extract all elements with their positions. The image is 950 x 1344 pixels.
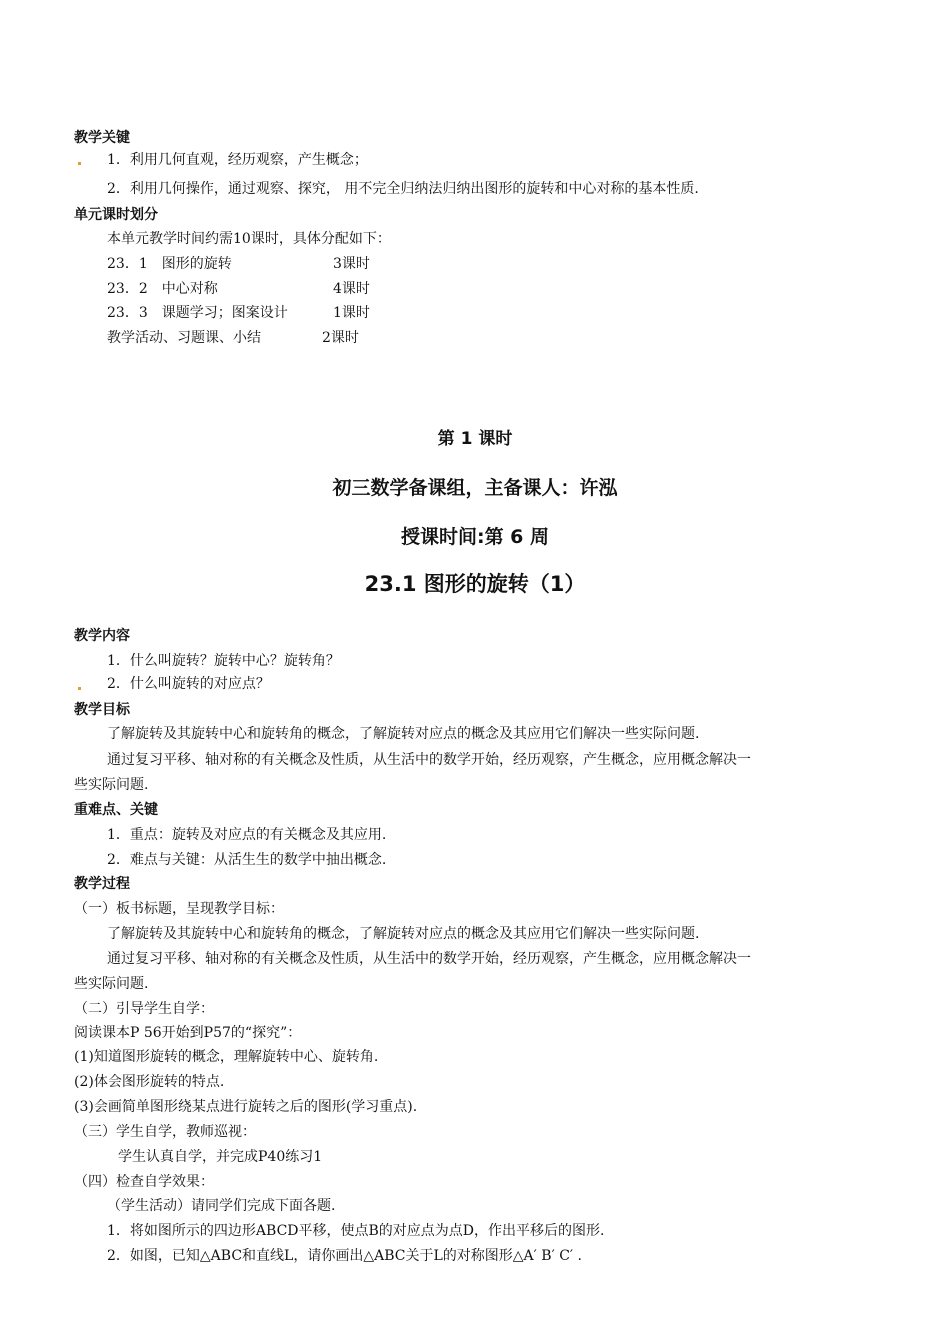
schedule-intro: 本单元教学时间约需10课时，具体分配如下： bbox=[107, 231, 391, 247]
process-step-heading: （三）学生自学，教师巡视： bbox=[74, 1124, 256, 1140]
process-paragraph: 了解旋转及其旋转中心和旋转角的概念，了解旋转对应点的概念及其应用它们解决一些实际问题. bbox=[107, 926, 700, 942]
topic-title: 23.1 图形的旋转（1） bbox=[364, 572, 586, 596]
section-heading-content: 教学内容 bbox=[74, 628, 130, 644]
process-list-item: (2)体会图形旋转的特点. bbox=[74, 1074, 225, 1090]
section-heading-difficulties: 重难点、关键 bbox=[74, 802, 158, 818]
process-paragraph: （学生活动）请同学们完成下面各题. bbox=[107, 1198, 336, 1214]
difficulty-item: 1．重点：旋转及对应点的有关概念及其应用. bbox=[107, 827, 387, 843]
schedule-row-hours: 4课时 bbox=[333, 281, 370, 297]
bullet-marker bbox=[78, 687, 81, 690]
goals-paragraph-continued: 些实际问题. bbox=[74, 777, 149, 793]
difficulty-item: 2．难点与关键：从活生生的数学中抽出概念. bbox=[107, 852, 387, 868]
process-step-heading: （二）引导学生自学： bbox=[74, 1001, 214, 1017]
content-item: 2．什么叫旋转的对应点？ bbox=[107, 676, 270, 692]
process-list-item: (1)知道图形旋转的概念，理解旋转中心、旋转角. bbox=[74, 1049, 379, 1065]
group-title: 初三数学备课组，主备课人：许泓 bbox=[332, 477, 618, 499]
section-heading-key-points: 教学关键 bbox=[74, 130, 130, 146]
schedule-row-hours: 2课时 bbox=[322, 330, 359, 346]
section-heading-process: 教学过程 bbox=[74, 876, 130, 892]
process-paragraph: 学生认真自学，并完成P40练习1 bbox=[118, 1149, 323, 1165]
goals-paragraph: 了解旋转及其旋转中心和旋转角的概念，了解旋转对应点的概念及其应用它们解决一些实际问题. bbox=[107, 726, 700, 742]
bullet-marker bbox=[78, 162, 81, 165]
schedule-row-name: 教学活动、习题课、小结 bbox=[107, 330, 261, 346]
process-paragraph: 通过复习平移、轴对称的有关概念及性质，从生活中的数学开始，经历观察，产生概念，应用概念解决一 bbox=[107, 951, 751, 967]
schedule-row-name: 23．1 图形的旋转 bbox=[107, 256, 232, 272]
content-item: 1．什么叫旋转？旋转中心？旋转角？ bbox=[107, 653, 340, 669]
process-step-heading: （一）板书标题，呈现教学目标： bbox=[74, 901, 284, 917]
schedule-row-name: 23．3 课题学习；图案设计 bbox=[107, 305, 288, 321]
goals-paragraph: 通过复习平移、轴对称的有关概念及性质，从生活中的数学开始，经历观察，产生概念，应用概念解决一 bbox=[107, 752, 751, 768]
key-point-item: 2．利用几何操作，通过观察、探究， 用不完全归纳法归纳出图形的旋转和中心对称的基本性质. bbox=[107, 181, 699, 197]
key-point-item: 1．利用几何直观，经历观察，产生概念； bbox=[107, 152, 368, 168]
time-title: 授课时间:第 6 周 bbox=[400, 526, 550, 548]
process-paragraph-continued: 些实际问题. bbox=[74, 976, 149, 992]
section-heading-schedule: 单元课时划分 bbox=[74, 207, 158, 223]
exercise-item: 1．将如图所示的四边形ABCD平移，使点B的对应点为点D，作出平移后的图形. bbox=[107, 1223, 605, 1239]
process-list-item: (3)会画简单图形绕某点进行旋转之后的图形(学习重点). bbox=[74, 1099, 418, 1115]
schedule-row-hours: 3课时 bbox=[333, 256, 370, 272]
lesson-title: 第 1 课时 bbox=[437, 429, 513, 449]
process-step-heading: （四）检查自学效果： bbox=[74, 1174, 214, 1190]
schedule-row-hours: 1课时 bbox=[333, 305, 370, 321]
schedule-row-name: 23．2 中心对称 bbox=[107, 281, 218, 297]
exercise-item: 2．如图，已知△ABC和直线L，请你画出△ABC关于L的对称图形△A′ B′ C′ . bbox=[107, 1248, 582, 1264]
section-heading-goals: 教学目标 bbox=[74, 702, 130, 718]
process-reading: 阅读课本P 56开始到P57的“探究”： bbox=[74, 1025, 302, 1041]
